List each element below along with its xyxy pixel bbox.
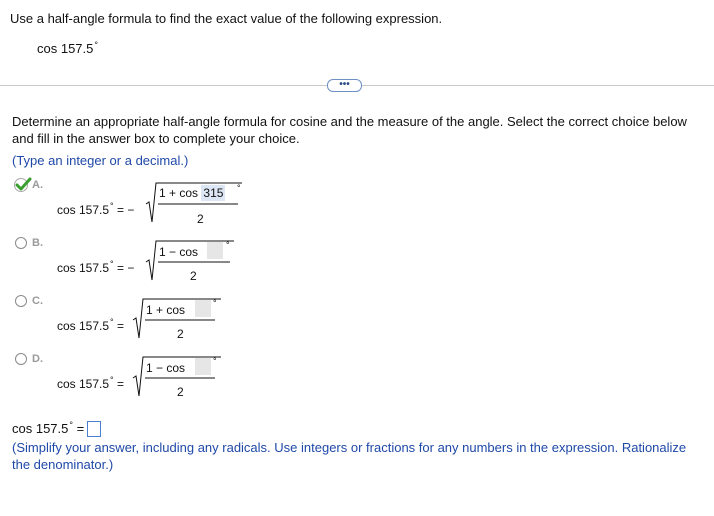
choice-d-value-box[interactable] — [195, 358, 211, 375]
instructions-text: Determine an appropriate half-angle formula for cosine and the measure of the angle. Select the correct choice below and fill in the answer box to complete your choice. — [12, 114, 687, 146]
choice-a-degree: ° — [237, 183, 241, 193]
choice-a-value-box[interactable]: 315 — [203, 186, 224, 200]
num-prefix: 1 + — [159, 186, 177, 200]
degree-symbol: ° — [110, 201, 114, 211]
cos-text: cos — [179, 186, 199, 200]
choice-d-lhs-text: cos 157.5 — [57, 377, 110, 391]
choice-a-lhs — [57, 201, 134, 217]
choice-b-letter: B. — [32, 237, 43, 249]
choice-c-degree: ° — [213, 298, 217, 308]
more-button[interactable]: ••• — [327, 79, 362, 92]
choice-c-letter: C. — [32, 295, 43, 307]
answer-line — [12, 420, 101, 437]
choice-c-sign: = — [117, 319, 125, 333]
cos-text: cos — [166, 361, 186, 375]
choice-c-lhs — [57, 317, 124, 333]
choice-b-degree: ° — [226, 240, 230, 250]
degree-symbol: ° — [69, 420, 73, 430]
question-prompt: Use a half-angle formula to find the exact value of the following expression. — [10, 11, 443, 26]
degree-symbol: ° — [110, 259, 114, 269]
degree-symbol: ° — [94, 40, 98, 50]
choice-b-denominator: 2 — [190, 269, 197, 283]
degree-symbol: ° — [110, 317, 114, 327]
choice-c-value-box[interactable] — [195, 300, 211, 317]
num-prefix: 1 + — [146, 303, 164, 317]
simplify-hint: (Simplify your answer, including any radicals. Use integers or fractions for any numbers in the expression. Rationalize the denominator.) — [12, 440, 687, 472]
answer-equals: = — [76, 421, 85, 436]
cos-text: cos — [179, 245, 199, 259]
choice-d-denominator: 2 — [177, 385, 184, 399]
type-hint: (Type an integer or a decimal.) — [12, 153, 189, 168]
choice-d-letter: D. — [32, 353, 43, 365]
degree-symbol: ° — [110, 375, 114, 385]
cos-text: cos — [166, 303, 186, 317]
choice-b-sign: = − — [117, 261, 135, 275]
choice-c-denominator: 2 — [177, 327, 184, 341]
choice-a-letter: A. — [32, 179, 43, 191]
choice-d-degree: ° — [213, 356, 217, 366]
choice-c-numerator — [146, 303, 185, 317]
choice-b-lhs — [57, 259, 134, 275]
expression-text: cos 157.5 — [37, 41, 94, 56]
choice-d-sign: = — [117, 377, 125, 391]
choice-c-radio[interactable] — [15, 295, 27, 307]
choice-b-numerator — [159, 245, 198, 259]
choice-a-sign: = − — [117, 203, 135, 217]
choice-d-lhs — [57, 375, 124, 391]
choice-d-radio[interactable] — [15, 353, 27, 365]
choice-d-numerator — [146, 361, 185, 375]
question-expression — [37, 40, 98, 56]
choice-b-radio[interactable] — [15, 237, 27, 249]
num-prefix: 1 − — [146, 361, 164, 375]
choice-a-denominator: 2 — [197, 212, 204, 226]
choice-a-lhs-text: cos 157.5 — [57, 203, 110, 217]
choice-b-lhs-text: cos 157.5 — [57, 261, 110, 275]
answer-input-box[interactable] — [87, 421, 101, 437]
answer-label: cos 157.5 — [12, 421, 69, 436]
num-prefix: 1 − — [159, 245, 177, 259]
choice-a-numerator — [159, 186, 225, 200]
choice-b-value-box[interactable] — [207, 242, 223, 259]
choice-c-lhs-text: cos 157.5 — [57, 319, 110, 333]
